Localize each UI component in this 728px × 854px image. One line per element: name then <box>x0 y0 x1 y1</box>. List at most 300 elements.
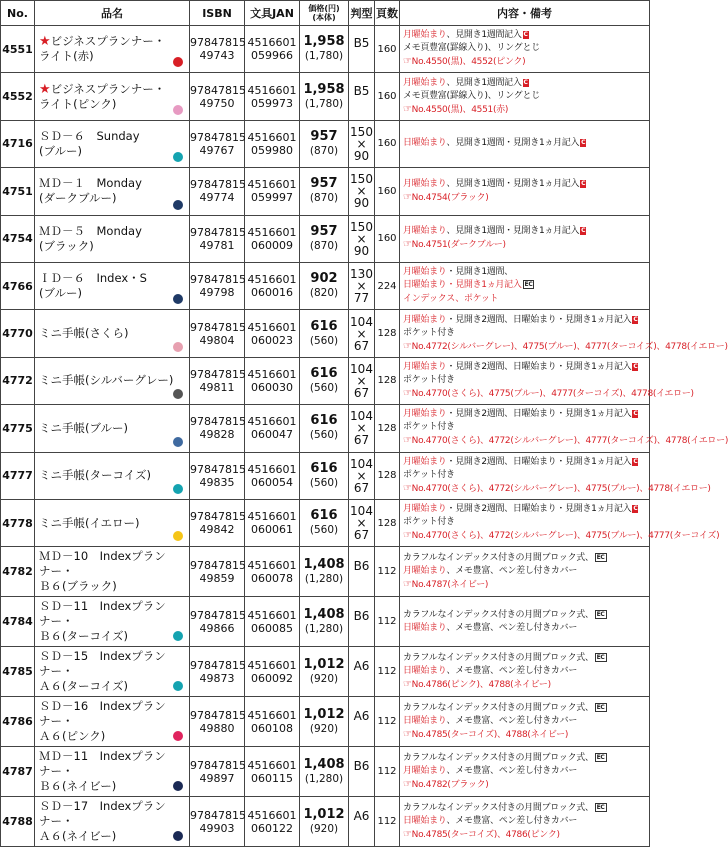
desc-line1 <box>403 77 646 90</box>
desc-line2 <box>403 815 646 828</box>
isbn <box>190 168 245 215</box>
isbn <box>190 797 245 847</box>
size-line2: × <box>356 468 367 483</box>
header-no: No. <box>1 1 35 26</box>
color-dot-icon <box>173 105 183 115</box>
size <box>349 120 375 167</box>
description <box>400 73 650 120</box>
desc-related: No.4550(黒)、4552(ピンク) <box>411 57 526 68</box>
desc-line3 <box>403 529 720 543</box>
product-name-line1: ＳＤ－６ Sunday <box>39 128 140 143</box>
isbn <box>190 357 245 404</box>
tag-icon: C <box>581 139 586 147</box>
desc-line1-rest: ・見開き2週間、日曜始まり・見開き1ヵ月記入 <box>446 314 632 325</box>
product-name <box>35 357 190 404</box>
jan-line1: 4516601 <box>247 415 297 429</box>
price <box>300 215 349 262</box>
jan <box>245 452 300 499</box>
isbn-line1: 97847815 <box>190 758 246 772</box>
jan <box>245 168 300 215</box>
size-line2: × <box>356 231 367 246</box>
size <box>349 597 375 647</box>
jan-line2: 060054 <box>251 475 293 489</box>
size-line1: 104 <box>350 314 373 329</box>
product-name <box>35 747 190 797</box>
product-name <box>35 310 190 357</box>
desc-line1 <box>403 652 646 665</box>
jan <box>245 597 300 647</box>
desc-line2-text: 日曜始まり・見開き1ヵ月記入 <box>403 280 522 291</box>
desc-line1 <box>403 361 646 374</box>
pointing-hand-icon: ☞ <box>403 387 412 399</box>
pages: 128 <box>375 357 400 404</box>
desc-line3 <box>403 578 646 592</box>
description <box>400 215 650 262</box>
product-name-line1: ミニ手帳(シルバーグレー) <box>39 373 174 388</box>
product-name-line1: ＳＤ－11 Indexプランナー・ <box>39 599 166 629</box>
price-tax-in: 1,408 <box>303 606 345 622</box>
product-name <box>35 262 190 309</box>
size-line3: 67 <box>353 480 370 495</box>
price-tax-in: 1,012 <box>303 656 345 672</box>
desc-line1 <box>403 702 646 715</box>
tag-icon: C <box>581 227 586 235</box>
isbn-line1: 97847815 <box>190 510 246 524</box>
jan-line2: 060009 <box>251 238 293 252</box>
desc-line3 <box>403 778 646 792</box>
tag-icon: C <box>633 410 638 418</box>
desc-line1 <box>403 225 646 238</box>
product-no: 4551 <box>1 26 35 73</box>
size-line1: B5 <box>353 83 370 98</box>
price-base: (560) <box>309 334 339 347</box>
jan <box>245 73 300 120</box>
product-name <box>35 405 190 452</box>
product-name <box>35 797 190 847</box>
price-base: (1,780) <box>304 50 344 63</box>
pointing-hand-icon: ☞ <box>403 578 412 590</box>
pages: 128 <box>375 405 400 452</box>
desc-line2-rest: 、メモ豊富、ペン差し付きカバー <box>446 565 578 576</box>
size-line1: 104 <box>350 504 373 519</box>
description <box>400 597 650 647</box>
desc-line1 <box>403 456 646 469</box>
pointing-hand-icon: ☞ <box>403 678 412 690</box>
product-name-line1: ビジネスプランナー・ <box>50 34 166 49</box>
jan-line2: 060115 <box>251 771 293 785</box>
header-pages: 頁数 <box>375 1 400 26</box>
price-base: (1,280) <box>304 572 344 585</box>
price-base: (560) <box>309 524 339 537</box>
size-line2: × <box>356 326 367 341</box>
description <box>400 120 650 167</box>
isbn-line2: 49828 <box>199 428 235 442</box>
size <box>349 310 375 357</box>
desc-line2-text: 日曜始まり <box>403 665 447 676</box>
isbn-line2: 49798 <box>199 286 235 300</box>
desc-line2 <box>403 42 646 55</box>
description <box>400 547 650 597</box>
isbn-line1: 97847815 <box>190 367 246 381</box>
pointing-hand-icon: ☞ <box>403 778 412 790</box>
price-base: (1,280) <box>304 772 344 785</box>
header-size: 判型 <box>349 1 375 26</box>
tag-icon: EC <box>596 703 605 711</box>
desc-line3 <box>403 191 646 205</box>
product-name-line2: Ａ６(ネイビー) <box>39 829 117 844</box>
size-line3: 67 <box>353 385 370 400</box>
price-base: (920) <box>309 672 339 685</box>
size-line2: × <box>356 184 367 199</box>
product-name <box>35 597 190 647</box>
color-dot-icon <box>173 437 183 447</box>
tag-icon: C <box>523 31 528 39</box>
color-dot-icon <box>173 484 183 494</box>
isbn <box>190 73 245 120</box>
price-base: (1,280) <box>304 622 344 635</box>
jan <box>245 697 300 747</box>
table-row <box>1 357 650 404</box>
pointing-hand-icon: ☞ <box>403 828 412 840</box>
description <box>400 26 650 73</box>
size-line1: B6 <box>353 558 370 573</box>
description <box>400 262 650 309</box>
isbn <box>190 647 245 697</box>
size-line1: A6 <box>353 808 370 823</box>
desc-line1 <box>403 314 646 327</box>
product-name-line2: Ａ６(ピンク) <box>39 729 106 744</box>
size <box>349 168 375 215</box>
desc-line1-rest: 、見開き1週間記入 <box>446 30 522 41</box>
tag-icon: C <box>581 179 586 187</box>
header-price-top: 価格(円) <box>308 4 340 13</box>
table-row <box>1 647 650 697</box>
product-name-line1: ミニ手帳(ターコイズ) <box>39 468 152 483</box>
desc-line3 <box>403 828 646 842</box>
desc-start-day: 月曜始まり <box>403 504 447 515</box>
color-dot-icon <box>173 731 183 741</box>
jan-line1: 4516601 <box>247 708 297 722</box>
header-row <box>1 1 650 26</box>
table-row <box>1 26 650 73</box>
desc-line1-rest: カラフルなインデックス付きの月間ブロック式、 <box>403 609 594 620</box>
desc-line2 <box>403 279 646 292</box>
product-name <box>35 547 190 597</box>
price-tax-in: 1,408 <box>303 556 345 572</box>
size-line1: 104 <box>350 456 373 471</box>
price-base: (870) <box>309 192 339 205</box>
product-no: 4754 <box>1 215 35 262</box>
jan-line1: 4516601 <box>247 510 297 524</box>
price <box>300 310 349 357</box>
table-row <box>1 215 650 262</box>
desc-line1-rest: カラフルなインデックス付きの月間ブロック式、 <box>403 552 594 563</box>
isbn <box>190 452 245 499</box>
size <box>349 647 375 697</box>
price <box>300 797 349 847</box>
jan-line2: 060030 <box>251 380 293 394</box>
isbn-line1: 97847815 <box>190 708 246 722</box>
price-base: (1,780) <box>304 97 344 110</box>
isbn-line2: 49842 <box>199 523 235 537</box>
price <box>300 547 349 597</box>
jan-line1: 4516601 <box>247 178 297 192</box>
desc-line1-rest: カラフルなインデックス付きの月間ブロック式、 <box>403 752 594 763</box>
isbn <box>190 215 245 262</box>
jan <box>245 310 300 357</box>
product-name <box>35 26 190 73</box>
desc-related: No.4770(さくら)、4772(シルバーグレー)、4775(ブルー)、4778(イエロー) <box>411 483 711 494</box>
desc-line1-rest: カラフルなインデックス付きの月間ブロック式、 <box>403 652 594 663</box>
product-name <box>35 215 190 262</box>
isbn-line2: 49859 <box>199 571 235 585</box>
jan-line2: 059966 <box>251 49 293 63</box>
isbn <box>190 747 245 797</box>
size-line2: × <box>356 279 367 294</box>
color-dot-icon <box>173 781 183 791</box>
description <box>400 647 650 697</box>
desc-line2-text: メモ頁豊富(罫線入り)、リングとじ <box>403 90 540 101</box>
desc-line2-text: 月曜始まり <box>403 565 447 576</box>
pointing-hand-icon: ☞ <box>403 191 412 203</box>
desc-line3 <box>403 103 646 117</box>
header-price-bottom: (本体) <box>312 13 336 22</box>
desc-related: No.4782(ブラック) <box>411 779 489 790</box>
pages: 128 <box>375 310 400 357</box>
color-dot-icon <box>173 342 183 352</box>
color-dot-icon <box>173 57 183 67</box>
size-line1: B5 <box>353 36 370 51</box>
jan <box>245 747 300 797</box>
desc-line2 <box>403 421 646 434</box>
tag-icon: EC <box>596 653 605 661</box>
product-name-line1: ＩＤ－６ Index・S <box>39 271 147 286</box>
desc-line2 <box>403 715 646 728</box>
desc-line1-rest: ・見開き2週間、日曜始まり・見開き1ヵ月記入 <box>446 456 632 467</box>
size-line1: B6 <box>353 758 370 773</box>
price-base: (560) <box>309 381 339 394</box>
tag-icon: EC <box>596 753 605 761</box>
size-line3: 67 <box>353 433 370 448</box>
description <box>400 357 694 404</box>
size-line1: A6 <box>353 708 370 723</box>
desc-start-day: 月曜始まり <box>403 30 447 41</box>
isbn <box>190 405 245 452</box>
table-row <box>1 120 650 167</box>
price-tax-in: 957 <box>310 223 338 239</box>
isbn-line1: 97847815 <box>190 36 246 50</box>
desc-line1 <box>403 29 646 42</box>
jan-line2: 060122 <box>251 821 293 835</box>
price-tax-in: 1,958 <box>303 81 345 97</box>
description <box>400 747 650 797</box>
desc-line1 <box>403 266 646 279</box>
price <box>300 26 349 73</box>
isbn-line1: 97847815 <box>190 558 246 572</box>
pointing-hand-icon: ☞ <box>403 239 412 251</box>
isbn-line2: 49804 <box>199 333 235 347</box>
price-tax-in: 957 <box>310 128 338 144</box>
size-line3: 67 <box>353 338 370 353</box>
table-row <box>1 452 650 499</box>
desc-line2 <box>403 90 646 103</box>
price <box>300 262 349 309</box>
product-name-line2: Ｂ６(ブラック) <box>39 579 117 594</box>
size <box>349 405 375 452</box>
product-name <box>35 697 190 747</box>
table-row <box>1 310 650 357</box>
jan <box>245 26 300 73</box>
jan <box>245 547 300 597</box>
jan-line2: 060047 <box>251 428 293 442</box>
size <box>349 215 375 262</box>
isbn-line1: 97847815 <box>190 808 246 822</box>
jan <box>245 797 300 847</box>
size-line2: × <box>356 373 367 388</box>
price-tax-in: 1,408 <box>303 756 345 772</box>
desc-line3 <box>403 678 646 692</box>
isbn <box>190 310 245 357</box>
jan-line1: 4516601 <box>247 367 297 381</box>
desc-related: No.4770(さくら)、4772(シルバーグレー)、4777(ターコイズ)、4778(イエロー) <box>411 436 728 447</box>
jan-line2: 059980 <box>251 143 293 157</box>
table-row <box>1 499 650 546</box>
jan-line1: 4516601 <box>247 608 297 622</box>
desc-line3 <box>403 292 646 306</box>
size-line1: 150 <box>350 172 373 187</box>
price-base: (560) <box>309 476 339 489</box>
desc-line2-rest: 、メモ豊富、ペン差し付きカバー <box>446 665 578 676</box>
pages: 160 <box>375 26 400 73</box>
price-base: (920) <box>309 822 339 835</box>
product-name-line1: ＭＤ－１ Monday <box>39 176 142 191</box>
pages: 112 <box>375 797 400 847</box>
desc-line2 <box>403 327 646 340</box>
desc-line1-rest: 、見開き1週間・見開き1ヵ月記入 <box>446 178 580 189</box>
table-row <box>1 168 650 215</box>
size <box>349 797 375 847</box>
size <box>349 452 375 499</box>
desc-line2-text: 日曜始まり <box>403 622 447 633</box>
jan-line2: 060016 <box>251 286 293 300</box>
product-name-line1: ミニ手帳(ブルー) <box>39 420 129 435</box>
size <box>349 357 375 404</box>
product-no: 4787 <box>1 747 35 797</box>
color-dot-icon <box>173 531 183 541</box>
description <box>400 405 728 452</box>
desc-line2-text: ポケット付き <box>403 469 455 480</box>
tag-icon: C <box>633 315 638 323</box>
size-line2: × <box>356 516 367 531</box>
size-line1: B6 <box>353 608 370 623</box>
product-no: 4751 <box>1 168 35 215</box>
isbn-line1: 97847815 <box>190 273 246 287</box>
desc-start-day: 月曜始まり <box>403 77 447 88</box>
isbn <box>190 26 245 73</box>
price <box>300 697 349 747</box>
price <box>300 120 349 167</box>
product-no: 4778 <box>1 499 35 546</box>
jan <box>245 647 300 697</box>
product-name-line1: ＳＤ－17 Indexプランナー・ <box>39 799 166 829</box>
isbn <box>190 547 245 597</box>
size <box>349 262 375 309</box>
isbn-line1: 97847815 <box>190 658 246 672</box>
desc-related: No.4754(ブラック) <box>411 192 489 203</box>
price-base: (870) <box>309 144 339 157</box>
isbn <box>190 697 245 747</box>
size <box>349 547 375 597</box>
desc-line1 <box>403 178 646 191</box>
desc-line2-text: 日曜始まり <box>403 715 447 726</box>
size-line1: 150 <box>350 219 373 234</box>
product-name <box>35 120 190 167</box>
desc-line1-rest: カラフルなインデックス付きの月間ブロック式、 <box>403 702 594 713</box>
star-icon: ★ <box>39 81 51 97</box>
desc-line3 <box>403 238 646 252</box>
header-desc: 内容・備考 <box>400 1 650 26</box>
pages: 224 <box>375 262 400 309</box>
isbn <box>190 120 245 167</box>
jan-line1: 4516601 <box>247 225 297 239</box>
price-base: (820) <box>309 287 339 300</box>
desc-line2 <box>403 374 646 387</box>
tag-icon: C <box>633 457 638 465</box>
jan <box>245 120 300 167</box>
desc-line2-text: 日曜始まり <box>403 815 447 826</box>
price-base: (870) <box>309 239 339 252</box>
desc-line2 <box>403 469 646 482</box>
pages: 160 <box>375 73 400 120</box>
jan <box>245 499 300 546</box>
size-line1: A6 <box>353 658 370 673</box>
product-name <box>35 499 190 546</box>
product-name-line1: ＳＤ－16 Indexプランナー・ <box>39 699 166 729</box>
desc-line1 <box>403 552 646 565</box>
desc-line3 <box>403 482 711 496</box>
isbn <box>190 499 245 546</box>
price <box>300 597 349 647</box>
product-no: 4777 <box>1 452 35 499</box>
product-name <box>35 452 190 499</box>
product-name-line2: (ブルー) <box>39 286 83 301</box>
pages: 128 <box>375 452 400 499</box>
table-row <box>1 73 650 120</box>
table-row <box>1 747 650 797</box>
pages: 112 <box>375 697 400 747</box>
desc-line1-rest: 、見開き1週間・見開き1ヵ月記入 <box>446 226 580 237</box>
desc-line1 <box>403 752 646 765</box>
desc-related: No.4785(ターコイズ)、4788(ネイビー) <box>411 729 569 740</box>
table-row <box>1 262 650 309</box>
jan-line1: 4516601 <box>247 130 297 144</box>
jan-line2: 059997 <box>251 191 293 205</box>
desc-line2-rest: 、メモ豊富、ペン差し付きカバー <box>446 622 578 633</box>
price-tax-in: 957 <box>310 176 338 192</box>
pointing-hand-icon: ☞ <box>403 530 412 542</box>
desc-line2 <box>403 622 646 635</box>
jan-line1: 4516601 <box>247 320 297 334</box>
product-no: 4552 <box>1 73 35 120</box>
jan <box>245 262 300 309</box>
jan-line1: 4516601 <box>247 558 297 572</box>
jan-line2: 059973 <box>251 96 293 110</box>
product-name-line2: ライト(赤) <box>39 49 94 64</box>
desc-line2-rest: 、メモ豊富、ペン差し付きカバー <box>446 815 578 826</box>
isbn-line1: 97847815 <box>190 608 246 622</box>
color-dot-icon <box>173 831 183 841</box>
tag-icon: EC <box>524 281 533 289</box>
